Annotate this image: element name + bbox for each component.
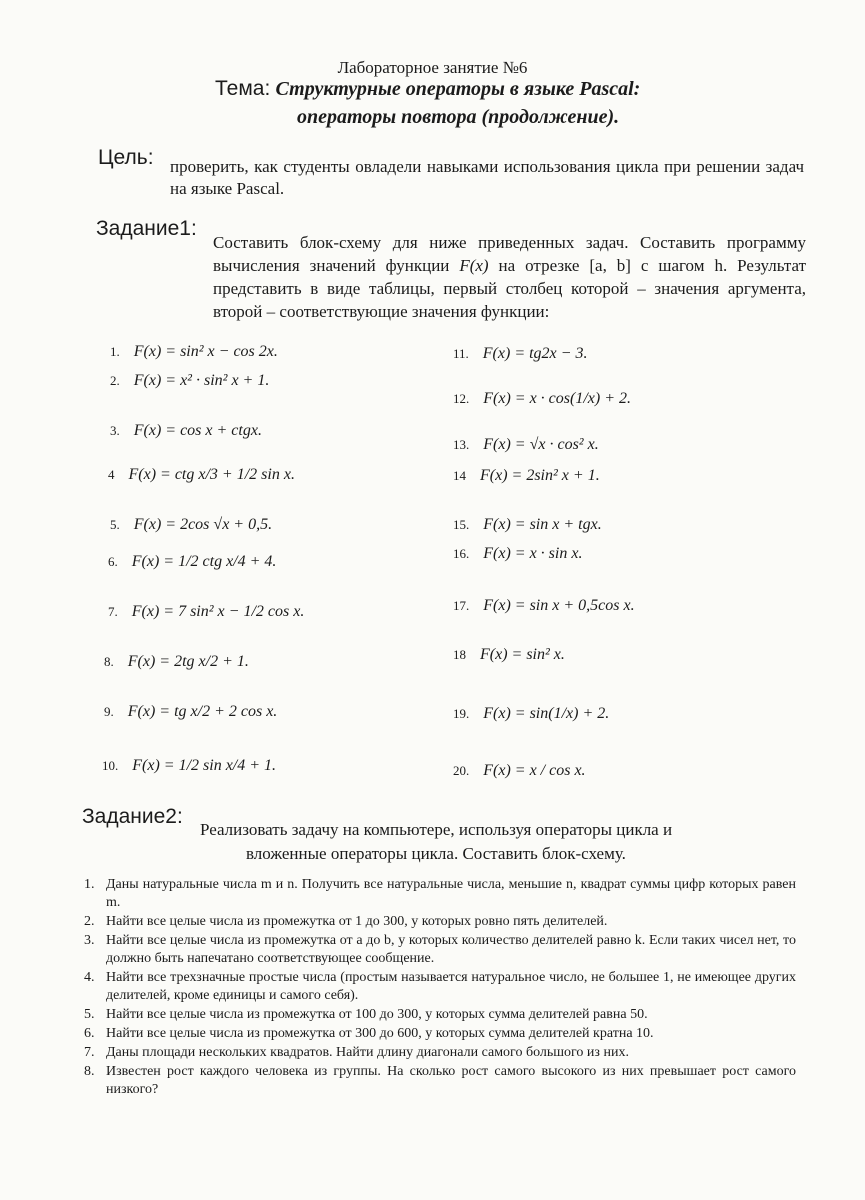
formula-18: [453, 646, 565, 664]
item-text: Даны площади нескольких квадратов. Найти длину диагонали самого большого из них.: [106, 1045, 629, 1060]
formula-expression: F(x) = sin(1/x) + 2.: [483, 705, 610, 722]
task2-list: [84, 876, 796, 1100]
task2-label: Задание2:: [82, 805, 183, 828]
task2-line-2: вложенные операторы цикла. Составить блок-схему.: [246, 844, 626, 863]
lab-title: Лабораторное занятие №6: [337, 58, 528, 77]
task2-item-3: [84, 932, 796, 968]
formula-expression: F(x) = x · sin x.: [483, 545, 583, 562]
formula-number: 20.: [453, 763, 470, 778]
task2-text: [200, 818, 760, 866]
formula-4: [108, 466, 295, 484]
formula-expression: F(x) = sin² x − cos 2x.: [133, 343, 278, 360]
item-number: 5.: [84, 1007, 95, 1022]
formula-expression: F(x) = 2cos √x + 0,5.: [133, 516, 273, 533]
item-number: 8.: [84, 1064, 95, 1079]
item-text: Найти все целые числа из промежутка от 300 до 600, у которых сумма делителей кратна 10.: [106, 1026, 654, 1041]
item-number: 1.: [84, 877, 95, 892]
task2-item-7: [84, 1044, 796, 1062]
formula-12: [453, 390, 631, 408]
task2-item-6: [84, 1025, 796, 1043]
task2-line-1: Реализовать задачу на компьютере, используя операторы цикла и: [200, 820, 673, 839]
item-text: Даны натуральные числа m и n. Получить все натуральные числа, меньшие n, квадрат суммы цифр которых равен m.: [106, 877, 796, 910]
formula-number: 17.: [453, 598, 470, 613]
formula-expression: F(x) = tg2x − 3.: [482, 345, 588, 362]
task1-label: Задание1:: [96, 217, 197, 240]
formula-expression: F(x) = cos x + ctgx.: [133, 422, 262, 439]
formula-number: 3.: [110, 423, 120, 438]
item-text: Найти все целые числа из промежутка от 1 до 300, у которых ровно пять делителей.: [106, 914, 608, 929]
task1-fx: F(x): [459, 256, 489, 275]
formula-expression: F(x) = tg x/2 + 2 cos x.: [127, 703, 278, 720]
formula-2: [110, 372, 269, 390]
formula-expression: F(x) = sin² x.: [480, 646, 565, 663]
task2-item-4: [84, 969, 796, 1005]
formula-16: [453, 545, 582, 563]
formula-9: [104, 703, 277, 721]
task1-text: [213, 231, 806, 323]
formula-expression: F(x) = ctg x/3 + 1/2 sin x.: [128, 466, 295, 483]
formula-number: 11.: [453, 346, 469, 361]
formula-17: [453, 597, 635, 615]
task1-text-a: Составить блок-схему для ниже приведенных задач. Составить программу вычисления значений функции: [213, 233, 806, 275]
formula-number: 8.: [104, 654, 114, 669]
item-number: 2.: [84, 914, 95, 929]
formula-number: 6.: [108, 554, 118, 569]
formula-expression: F(x) = 2sin² x + 1.: [480, 467, 600, 484]
formula-number: 16.: [453, 546, 470, 561]
formula-number: 18: [453, 647, 466, 662]
item-number: 7.: [84, 1045, 95, 1060]
topic-label: Тема:: [215, 77, 271, 100]
formula-20: [453, 762, 586, 780]
formula-expression: F(x) = x · cos(1/x) + 2.: [483, 390, 632, 407]
topic-text-2: операторы повтора (продолжение).: [297, 106, 620, 128]
formula-number: 7.: [108, 604, 118, 619]
formula-number: 14: [453, 468, 466, 483]
item-text: Найти все целые числа из промежутка от 100 до 300, у которых сумма делителей равна 50.: [106, 1007, 648, 1022]
goal-text: проверить, как студенты овладели навыками использования цикла при решении задач на языке Pascal.: [170, 157, 804, 198]
formula-10: [102, 757, 276, 775]
formula-expression: F(x) = sin x + 0,5cos x.: [483, 597, 635, 614]
formula-3: [110, 422, 262, 440]
formula-number: 15.: [453, 517, 470, 532]
item-text: Известен рост каждого человека из группы. На сколько рост самого высокого из них превышает рост самого низкого?: [106, 1064, 796, 1097]
item-text: Найти все целые числа из промежутка от a до b, у которых количество делителей равно k. Если таких чисел нет, то должно быть напечатано соответствующее сообщение.: [106, 933, 796, 966]
formula-expression: F(x) = x / cos x.: [483, 762, 586, 779]
formula-1: [110, 343, 278, 361]
formula-number: 9.: [104, 704, 114, 719]
formula-11: [453, 345, 587, 363]
task2-item-2: [84, 913, 796, 931]
formula-number: 4: [108, 467, 115, 482]
topic-line-1: [215, 76, 640, 101]
formula-expression: F(x) = sin x + tgx.: [483, 516, 602, 533]
formula-number: 2.: [110, 373, 120, 388]
task2-item-8: [84, 1063, 796, 1099]
formula-15: [453, 516, 602, 534]
formula-14: [453, 467, 600, 485]
formula-8: [104, 653, 249, 671]
topic-text-1: Структурные операторы в языке Pascal:: [275, 78, 641, 100]
formula-number: 5.: [110, 517, 120, 532]
formula-number: 1.: [110, 344, 120, 359]
item-text: Найти все трехзначные простые числа (простым называется натуральное число, не большее 1, не имеющее других делителей, кроме единицы и самого себя).: [106, 970, 796, 1003]
formula-expression: F(x) = √x · cos² x.: [483, 436, 599, 453]
goal-label: Цель:: [98, 146, 154, 169]
formula-19: [453, 705, 609, 723]
formula-expression: F(x) = x² · sin² x + 1.: [133, 372, 270, 389]
formula-number: 12.: [453, 391, 470, 406]
item-number: 4.: [84, 970, 95, 985]
formula-expression: F(x) = 7 sin² x − 1/2 cos x.: [131, 603, 305, 620]
item-number: 3.: [84, 933, 95, 948]
formula-expression: F(x) = 2tg x/2 + 1.: [127, 653, 249, 670]
task2-item-1: [84, 876, 796, 912]
formula-5: [110, 516, 272, 534]
formula-number: 19.: [453, 706, 470, 721]
item-number: 6.: [84, 1026, 95, 1041]
formula-number: 13.: [453, 437, 470, 452]
task2-item-5: [84, 1006, 796, 1024]
formula-expression: F(x) = 1/2 ctg x/4 + 4.: [131, 553, 277, 570]
task1-text-b: на отрезке [a, b] с шагом h. Результат представить в виде таблицы, первый столбец которой – значения аргумента, второй – соответствующие значения функции:: [213, 256, 806, 321]
formula-7: [108, 603, 304, 621]
formula-13: [453, 436, 599, 454]
formula-expression: F(x) = 1/2 sin x/4 + 1.: [132, 757, 277, 774]
formula-number: 10.: [102, 758, 119, 773]
formula-6: [108, 553, 276, 571]
